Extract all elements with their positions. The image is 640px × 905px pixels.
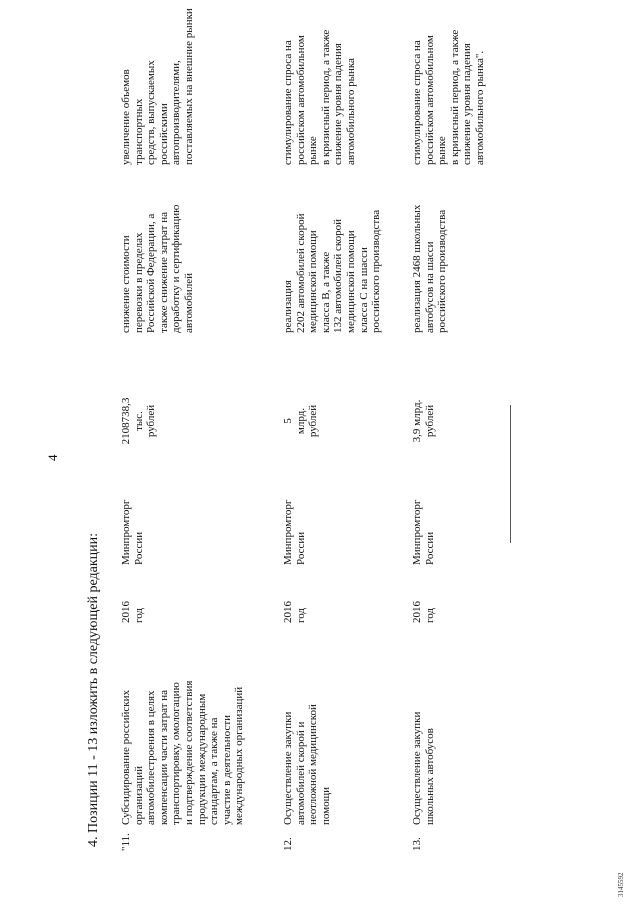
row-year: 2016 год (282, 601, 307, 623)
row-goal: увеличение объемов транспортных средств, выпускаемых российскими автопроизводителями, поставляемых на внешние рынки (120, 8, 195, 165)
row-goal: стимулирование спроса на российском автомобильном рынке в кризисный период, а также снижение уровня падения автомобильного рынка (282, 29, 357, 165)
row-result: реализация 2468 школьных автобусов на шасси российского производства (411, 204, 449, 333)
footer-divider (510, 405, 511, 543)
section-heading: 4. Позиции 11 - 13 изложить в следующей редакции: (86, 532, 101, 847)
row-description: Субсидирование российских организаций автомобилестроения в целях компенсации части затрат на транспортировку, омологацию и подтверждение соответствия продукции международным стандартам, а также на участие в деятельности международных организаций (120, 680, 246, 825)
row-number: "11. (120, 833, 132, 851)
row-amount: 2108738,3 тыс. рублей (120, 397, 158, 445)
row-goal: стимулирование спроса на российском автомобильном рынке в кризисный период, а также снижение уровня падения автомобильного рынка". (411, 29, 486, 165)
row-year: 2016 год (120, 601, 145, 623)
row-result: реализация 2202 автомобилей скорой медицинской помощи класса В, а также 132 автомобилей скорой медицинской помощи класса С на шасси российского производства (282, 209, 383, 333)
row-executor: Минпромторг России (120, 499, 145, 565)
page-number: 4 (45, 454, 60, 461)
row-number: 12. (282, 837, 294, 851)
row-year: 2016 год (411, 601, 436, 623)
row-description: Осуществление закупки автомобилей скорой и неотложной медицинской помощи (282, 704, 332, 825)
row-result: снижение стоимости перевозки в пределах Российской Федерации, а также снижение затрат на доработку и сертификацию автомобилей (120, 204, 195, 333)
row-executor: Минпромторг России (282, 499, 307, 565)
row-description: Осуществление закупки школьных автобусов (411, 711, 436, 825)
row-number: 13. (411, 837, 423, 851)
document-id: 3145592 (617, 872, 625, 897)
row-amount: 3,9 млрд. рублей (411, 399, 436, 443)
row-executor: Минпромторг России (411, 499, 436, 565)
row-amount: 5 млрд. рублей (282, 404, 320, 438)
